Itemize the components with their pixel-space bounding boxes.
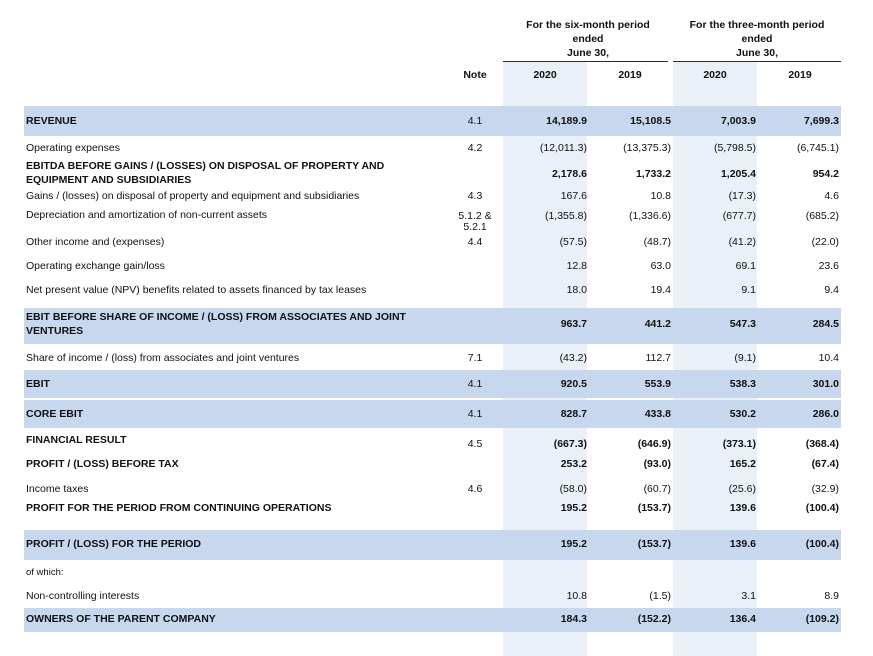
row-value: (57.5) bbox=[559, 236, 587, 248]
row-value: (60.7) bbox=[643, 483, 671, 495]
row-value: (368.4) bbox=[805, 438, 839, 450]
year-three-2020: 2020 bbox=[703, 69, 727, 81]
row-value: (1,336.6) bbox=[628, 210, 671, 222]
row-note: 4.4 bbox=[467, 236, 483, 248]
six-month-header-rule bbox=[503, 61, 668, 62]
row-value: (17.3) bbox=[728, 190, 756, 202]
row-value: (32.9) bbox=[811, 483, 839, 495]
row-value: 136.4 bbox=[729, 613, 756, 625]
row-value: (100.4) bbox=[805, 502, 839, 514]
row-value: (1,355.8) bbox=[544, 210, 587, 222]
row-value: (48.7) bbox=[643, 236, 671, 248]
row-note: 4.6 bbox=[467, 483, 483, 495]
row-value: (153.7) bbox=[637, 502, 671, 514]
year-six-2020: 2020 bbox=[533, 69, 557, 81]
three-month-header bbox=[673, 18, 841, 60]
row-value: 9.4 bbox=[824, 284, 839, 296]
row-value: 195.2 bbox=[560, 538, 587, 550]
row-value: 19.4 bbox=[650, 284, 671, 296]
row-value: 139.6 bbox=[729, 502, 756, 514]
row-value: 8.9 bbox=[824, 590, 839, 602]
row-value: (6,745.1) bbox=[796, 142, 839, 154]
row-note: 4.2 bbox=[467, 142, 483, 154]
row-value: 301.0 bbox=[812, 378, 839, 390]
row-note-continued: 5.2.1 bbox=[463, 221, 487, 233]
row-value: 1,733.2 bbox=[635, 168, 671, 180]
row-label: Non-controlling interests bbox=[26, 590, 140, 602]
row-value: (667.3) bbox=[553, 438, 587, 450]
row-label: PROFIT FOR THE PERIOD FROM CONTINUING OPERATIONS bbox=[26, 502, 332, 514]
three-month-header-line3: June 30, bbox=[735, 47, 779, 59]
row-value: 7,699.3 bbox=[803, 115, 839, 127]
row-value: 195.2 bbox=[560, 502, 587, 514]
row-value: 167.6 bbox=[560, 190, 587, 202]
row-value: 12.8 bbox=[566, 260, 587, 272]
three-month-header-rule bbox=[673, 61, 841, 62]
row-value: 184.3 bbox=[560, 613, 587, 625]
row-value: 828.7 bbox=[560, 408, 587, 420]
row-value: (109.2) bbox=[805, 613, 839, 625]
row-value: 553.9 bbox=[644, 378, 671, 390]
six-month-header-line1: For the six-month period bbox=[526, 19, 650, 31]
row-label: Depreciation and amortization of non-current assets bbox=[26, 209, 268, 221]
row-value: (677.7) bbox=[722, 210, 756, 222]
year-six-2019: 2019 bbox=[618, 69, 642, 81]
row-value: 441.2 bbox=[644, 318, 671, 330]
row-value: 286.0 bbox=[812, 408, 839, 420]
row-label: EBITDA BEFORE GAINS / (LOSSES) ON DISPOSAL OF PROPERTY AND bbox=[26, 160, 385, 172]
row-value: 253.2 bbox=[560, 458, 587, 470]
six-month-header-line2: ended bbox=[572, 33, 604, 45]
row-value: 63.0 bbox=[650, 260, 671, 272]
row-label-continued: EQUIPMENT AND SUBSIDIARIES bbox=[26, 174, 192, 186]
row-value: 963.7 bbox=[560, 318, 587, 330]
row-value: (685.2) bbox=[805, 210, 839, 222]
row-value: 23.6 bbox=[818, 260, 839, 272]
row-value: (67.4) bbox=[811, 458, 839, 470]
row-value: 139.6 bbox=[729, 538, 756, 550]
row-value: (13,375.3) bbox=[623, 142, 671, 154]
row-value: (12,011.3) bbox=[539, 142, 587, 154]
row-value: 10.8 bbox=[566, 590, 587, 602]
row-note: 5.1.2 & bbox=[458, 210, 492, 222]
row-label: EBIT BEFORE SHARE OF INCOME / (LOSS) FROM ASSOCIATES AND JOINT bbox=[26, 311, 406, 323]
row-label: Income taxes bbox=[26, 483, 89, 495]
row-note: 4.3 bbox=[467, 190, 483, 202]
row-label: Other income and (expenses) bbox=[26, 236, 165, 248]
row-value: (58.0) bbox=[559, 483, 587, 495]
row-value: 538.3 bbox=[729, 378, 756, 390]
row-value: 15,108.5 bbox=[630, 115, 671, 127]
row-value: 10.8 bbox=[650, 190, 671, 202]
row-value: 920.5 bbox=[560, 378, 587, 390]
row-value: 7,003.9 bbox=[720, 115, 756, 127]
row-value: (373.1) bbox=[722, 438, 756, 450]
row-value: 9.1 bbox=[741, 284, 756, 296]
row-note: 7.1 bbox=[467, 352, 483, 364]
row-value: 18.0 bbox=[566, 284, 587, 296]
row-label: PROFIT / (LOSS) FOR THE PERIOD bbox=[26, 538, 202, 550]
note-column-header: Note bbox=[463, 69, 487, 81]
row-value: (1.5) bbox=[649, 590, 671, 602]
three-month-header-line1: For the three-month period bbox=[689, 19, 825, 31]
row-value: (152.2) bbox=[637, 613, 671, 625]
row-label: Net present value (NPV) benefits related to assets financed by tax leases bbox=[26, 284, 367, 296]
row-value: 112.7 bbox=[645, 352, 671, 364]
row-note: 4.1 bbox=[467, 115, 483, 127]
row-value: 530.2 bbox=[729, 408, 756, 420]
row-label: Operating expenses bbox=[26, 142, 120, 154]
row-value: 284.5 bbox=[812, 318, 839, 330]
row-label: of which: bbox=[26, 567, 64, 578]
row-value: 433.8 bbox=[644, 408, 671, 420]
row-note: 4.1 bbox=[467, 408, 483, 420]
row-label: REVENUE bbox=[26, 115, 77, 127]
row-value: (9.1) bbox=[734, 352, 756, 364]
row-label: OWNERS OF THE PARENT COMPANY bbox=[26, 613, 216, 625]
row-label: EBIT bbox=[26, 378, 50, 390]
row-value: 3.1 bbox=[741, 590, 756, 602]
row-value: (100.4) bbox=[805, 538, 839, 550]
row-value: 4.6 bbox=[824, 190, 839, 202]
row-value: (41.2) bbox=[728, 236, 756, 248]
row-note: 4.5 bbox=[467, 438, 483, 450]
row-label: Operating exchange gain/loss bbox=[26, 260, 165, 272]
row-label: CORE EBIT bbox=[26, 408, 84, 420]
year-three-2019: 2019 bbox=[788, 69, 812, 81]
six-month-header bbox=[503, 18, 673, 60]
row-label: PROFIT / (LOSS) BEFORE TAX bbox=[26, 458, 179, 470]
row-value: (25.6) bbox=[728, 483, 756, 495]
row-value: 14,189.9 bbox=[546, 115, 587, 127]
row-value: (22.0) bbox=[811, 236, 839, 248]
row-label: Gains / (losses) on disposal of property and equipment and subsidiaries bbox=[26, 190, 360, 202]
row-value: (153.7) bbox=[637, 538, 671, 550]
row-value: 2,178.6 bbox=[551, 168, 587, 180]
row-value: (93.0) bbox=[643, 458, 671, 470]
three-month-header-line2: ended bbox=[741, 33, 773, 45]
row-value: 10.4 bbox=[818, 352, 839, 364]
row-label: Share of income / (loss) from associates and joint ventures bbox=[26, 352, 300, 364]
row-value: 954.2 bbox=[812, 168, 839, 180]
row-value: 165.2 bbox=[729, 458, 756, 470]
row-label-continued: VENTURES bbox=[26, 325, 84, 337]
row-note: 4.1 bbox=[467, 378, 483, 390]
row-value: 69.1 bbox=[735, 260, 756, 272]
row-value: (646.9) bbox=[637, 438, 671, 450]
row-value: 547.3 bbox=[729, 318, 756, 330]
row-value: (5,798.5) bbox=[713, 142, 756, 154]
row-value: 1,205.4 bbox=[720, 168, 756, 180]
six-month-header-line3: June 30, bbox=[566, 47, 610, 59]
row-value: (43.2) bbox=[559, 352, 587, 364]
row-label: FINANCIAL RESULT bbox=[26, 434, 127, 446]
